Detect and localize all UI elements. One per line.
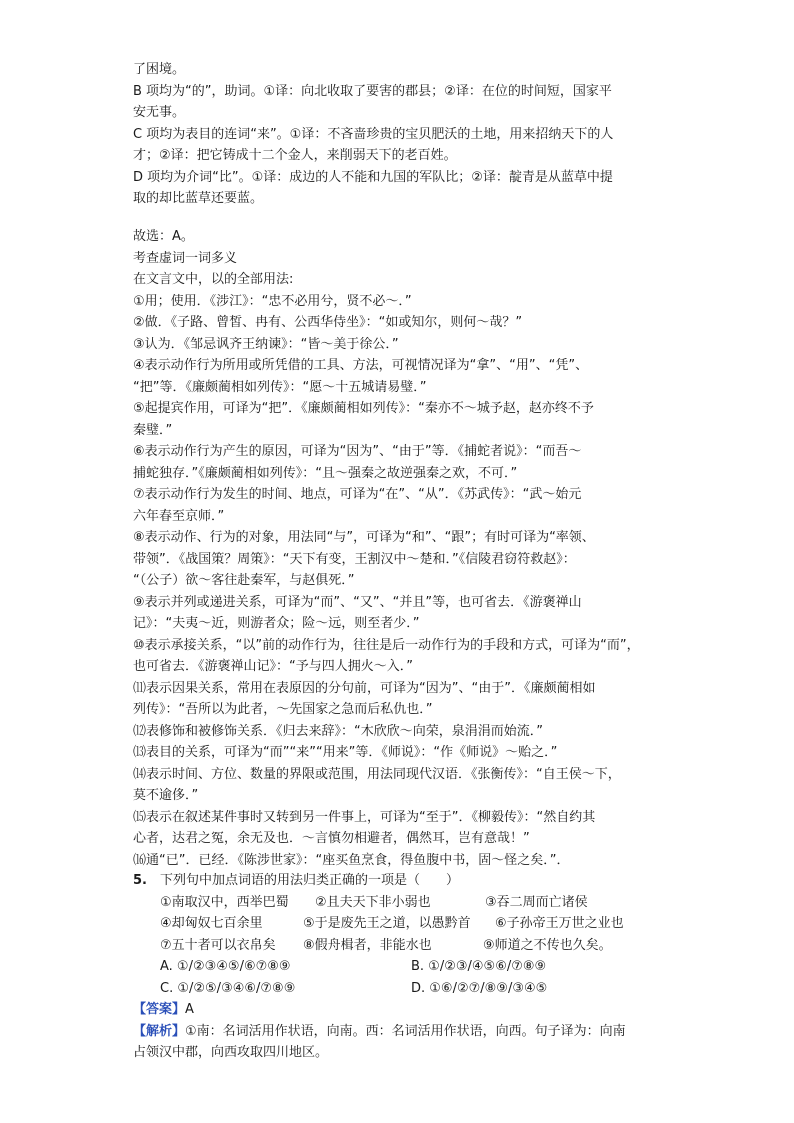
text-line: ⒁表示时间、方位、数量的界限或范围，用法同现代汉语．《张衡传》：“自王侯～下， bbox=[133, 766, 621, 782]
question-stem-row bbox=[133, 870, 693, 892]
sentence-item: ②且夫天下非小弱也 bbox=[315, 894, 431, 910]
sentence-item: ⑨师道之不传也久矣。 bbox=[483, 937, 612, 953]
text-line: ②做．《子路、曾皙、冉有、公西华侍坐》：“如或知尔，则何～哉？” bbox=[133, 315, 523, 330]
text-line: ⑩表示承接关系，“以”前的动作行为，往往是后一动作行为的手段和方式，可译为“而”， bbox=[133, 637, 640, 653]
text-line: ⑦表示动作行为发生的时间、地点，可译为“在”、“从”．《苏武传》：“武～始元 bbox=[133, 487, 582, 502]
text-line: 取的却比蓝草还要蓝。 bbox=[133, 191, 264, 206]
question-5 bbox=[133, 870, 693, 1064]
explanation-usage bbox=[133, 226, 673, 871]
text-line: 列传》：“吾所以为此者，～先国家之急而后私仇也．” bbox=[133, 702, 433, 717]
text-line: ⒂表示在叙述某件事时又转到另一件事上，可译为“至于”．《柳毅传》：“然自约其 bbox=[133, 809, 596, 825]
text-line: 记》：“夫夷～近，则游者众；险～远，则至者少．” bbox=[133, 616, 420, 631]
sentence-item: ①南取汉中，西举巴蜀 bbox=[160, 894, 289, 910]
text-line: ⒃通“已”．已经．《陈涉世家》：“座买鱼烹食，得鱼腹中书，固～怪之矣．”． bbox=[133, 852, 570, 868]
explanation-top bbox=[133, 59, 673, 210]
answer-row bbox=[133, 999, 693, 1021]
text-line: 了困境。 bbox=[133, 62, 186, 77]
answer-value: A bbox=[185, 1002, 194, 1017]
text-line: 心者，达君之冤，余无及也．～言慎勿相避者，偶然耳，岂有意哉！” bbox=[133, 831, 530, 846]
options-row bbox=[133, 978, 693, 1000]
text-line: 安无事。 bbox=[133, 105, 186, 120]
sentence-item: ⑦五十者可以衣帛矣 bbox=[160, 937, 276, 953]
text-line: 也可省去．《游褒禅山记》：“予与四人拥火～入．” bbox=[133, 659, 413, 674]
analysis-text: ①南：名词活用作状语，向南。西：名词活用作状语，向西。句子译为：向南 bbox=[185, 1023, 626, 1039]
text-line: ⑾表示因果关系，常用在表原因的分句前，可译为“因为”、“由于”．《廉颇蔺相如 bbox=[133, 680, 596, 696]
analysis-tag: 【解析】 bbox=[133, 1023, 186, 1039]
sentence-item: ⑥子孙帝王万世之业也 bbox=[495, 916, 624, 931]
text-line: 才；②译：把它铸成十二个金人，来削弱天下的老百姓。 bbox=[133, 148, 457, 163]
option-c[interactable]: C. ①/②⑤/③④⑥/⑦⑧⑨ bbox=[160, 980, 296, 996]
text-line: “（公子）欲～客往赴秦军，与赵俱死．” bbox=[133, 573, 355, 588]
text-line: D 项均为介词“比”。①译：成边的人不能和九国的军队比；②译：靛青是从蓝草中提 bbox=[133, 169, 613, 185]
option-b[interactable]: B. ①/②③/④⑤⑥/⑦⑧⑨ bbox=[411, 959, 547, 974]
text-line: ⑥表示动作行为产生的原因，可译为“因为”、“由于”等．《捕蛇者说》：“而吾～ bbox=[133, 444, 582, 459]
analysis-row bbox=[133, 1021, 693, 1043]
text-line: 捕蛇独存．”《廉颇蔺相如列传》：“且～强秦之故逆强秦之欢，不可．” bbox=[133, 465, 518, 481]
sentence-row bbox=[133, 935, 693, 957]
text-line: 带领”．《战国策？周策》：“天下有变，王割汉中～楚和．”《信陵君窃符救赵》： bbox=[133, 551, 576, 567]
answer-tag: 【答案】 bbox=[133, 1002, 186, 1017]
text-line: ⑧表示动作、行为的对象，用法同“与”，可译为“和”、“跟”；有时可译为“率领、 bbox=[133, 530, 595, 545]
text-line: ④表示动作行为所用或所凭借的工具、方法，可视情况译为“拿”、“用”、“凭”、 bbox=[133, 358, 589, 373]
analysis-text: 占领汉中郡，向西攻取四川地区。 bbox=[133, 1045, 329, 1060]
text-line: B 项均为“的”，助词。①译：向北收取了要害的郡县；②译：在位的时间短，国家平 bbox=[133, 83, 612, 99]
text-line: ⑤起提宾作用，可译为“把”．《廉颇蔺相如列传》：“秦亦不～城予赵，赵亦终不予 bbox=[133, 401, 594, 416]
sentence-row bbox=[133, 892, 693, 914]
sentence-item: ⑧假舟楫者，非能水也 bbox=[303, 937, 432, 953]
text-line: C 项均为表目的连词“来”。①译：不吝啬珍贵的宝贝肥沃的土地，用来招纳天下的人 bbox=[133, 126, 614, 142]
text-line: 莫不逾侈．” bbox=[133, 788, 199, 803]
text-line: 秦璧．” bbox=[133, 422, 173, 438]
question-number: 5. bbox=[133, 873, 147, 888]
text-line: 故选：A。 bbox=[133, 229, 194, 244]
options-row bbox=[133, 956, 693, 978]
sentence-item: ④却匈奴七百余里 bbox=[160, 916, 263, 931]
option-a[interactable]: A. ①/②③④⑤/⑥⑦⑧⑨ bbox=[160, 959, 291, 974]
question-stem: 下列句中加点词语的用法归类正确的一项是（ ） bbox=[160, 873, 460, 888]
text-line: ⑿表修饰和被修饰关系．《归去来辞》：“木欣欣～向荣，泉涓涓而始流．” bbox=[133, 723, 543, 739]
sentence-item: ③吞二周而亡诸侯 bbox=[485, 894, 588, 910]
text-line: ⑨表示并列或递进关系，可译为“而”、“又”、“并且”等，也可省去．《游褒禅山 bbox=[133, 594, 582, 610]
option-d[interactable]: D. ①⑥/②⑦/⑧⑨/③④⑤ bbox=[411, 980, 548, 996]
text-line: ③认为．《邹忌讽齐王纳谏》：“皆～美于徐公．” bbox=[133, 336, 399, 352]
sentence-item: ⑤于是废先王之道，以愚黔首 bbox=[303, 916, 471, 931]
text-line: “把”等．《廉颇蔺相如列传》：“愿～十五城请易璧．” bbox=[133, 379, 427, 395]
text-line: ⒀表目的关系，可译为“而”“来”“用来”等．《师说》：“作《师说》～贻之．” bbox=[133, 745, 558, 760]
text-line: 六年春至京师．” bbox=[133, 508, 225, 524]
text-line: 考查虚词一词多义 bbox=[133, 250, 238, 266]
analysis-row bbox=[133, 1042, 693, 1064]
text-line: 在文言文中，以的全部用法: bbox=[133, 272, 294, 287]
sentence-row bbox=[133, 913, 693, 935]
text-line: ①用；使用．《涉江》：“忠不必用兮，贤不必～．” bbox=[133, 293, 412, 309]
